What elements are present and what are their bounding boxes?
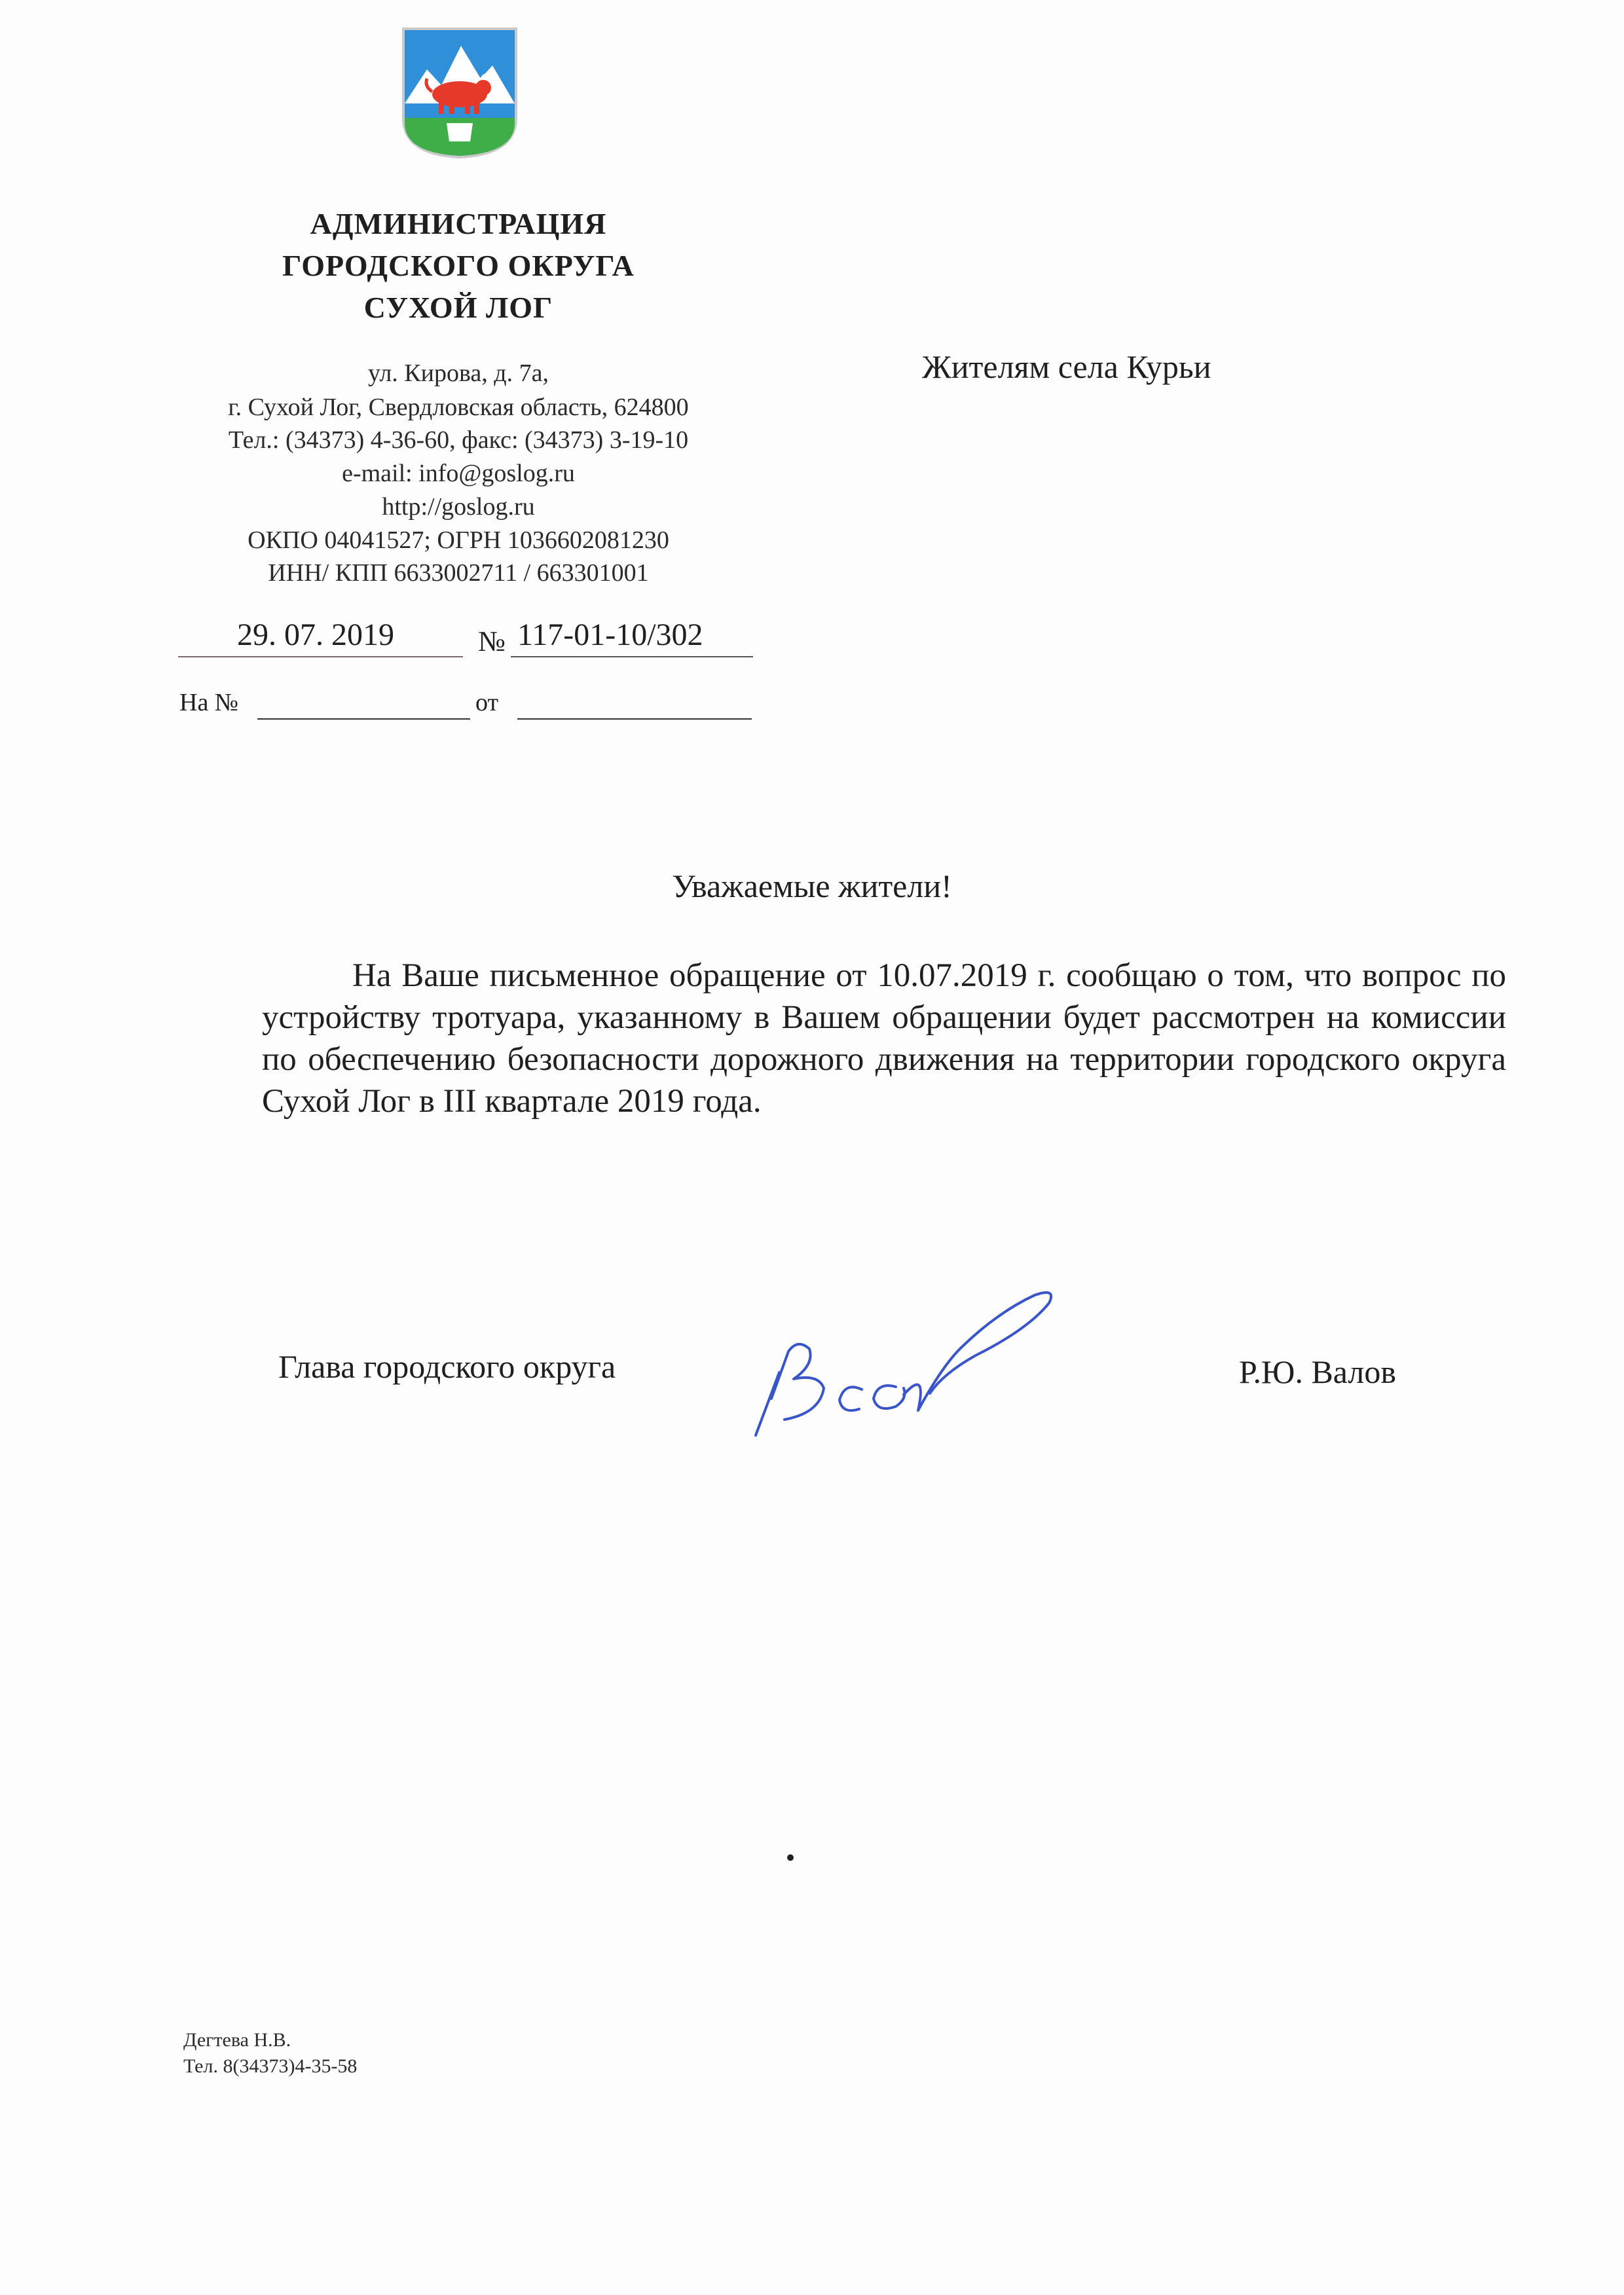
handwritten-signature [747, 1283, 1126, 1454]
address-inn-kpp: ИНН/ КПП 6633002711 / 663301001 [268, 559, 649, 587]
org-name-line-1: АДМИНИСТРАЦИЯ [310, 207, 607, 240]
reference-number-label: На № [179, 689, 239, 716]
letter-body: На Ваше письменное обращение от 10.07.2019 г. сообщаю о том, что вопрос по устройству тротуара, указанному в Вашем обращении будет рассмотрен на комиссии по обеспечению безопасности дорожного движения на территории городского округа Сухой Лог в III квартале 2019 года. [262, 957, 1506, 1120]
date-underline [178, 656, 463, 657]
address-email: e-mail: info@goslog.ru [342, 460, 575, 487]
number-sign: № [478, 625, 506, 657]
signatory-title: Глава городского округа [278, 1348, 616, 1385]
number-underline [511, 656, 753, 657]
letter-number: 117-01-10/302 [517, 617, 703, 652]
recipient: Жителям села Курьи [922, 348, 1211, 385]
executor-phone: Тел. 8(34373)4-35-58 [183, 2055, 358, 2077]
reference-date-label: от [475, 689, 499, 716]
reference-date-line [517, 718, 752, 720]
address-phone: Тел.: (34373) 4-36-60, факс: (34373) 3-19-10 [228, 426, 689, 454]
address-street: ул. Кирова, д. 7а, [368, 359, 549, 387]
org-name-line-3: СУХОЙ ЛОГ [363, 291, 553, 324]
coat-of-arms-icon [401, 26, 519, 160]
address-city: г. Сухой Лог, Свердловская область, 624800 [228, 394, 689, 421]
address-okpo-ogrn: ОКПО 04041527; ОГРН 1036602081230 [248, 526, 669, 554]
address-website: http://goslog.ru [382, 493, 535, 521]
ink-dot [787, 1854, 794, 1861]
executor-name: Дегтева Н.В. [183, 2029, 291, 2051]
letter-date: 29. 07. 2019 [237, 617, 394, 652]
org-name-line-2: ГОРОДСКОГО ОКРУГА [282, 249, 635, 282]
reference-number-line [257, 718, 470, 720]
signatory-name: Р.Ю. Валов [1239, 1353, 1396, 1390]
salutation: Уважаемые жители! [672, 868, 952, 904]
